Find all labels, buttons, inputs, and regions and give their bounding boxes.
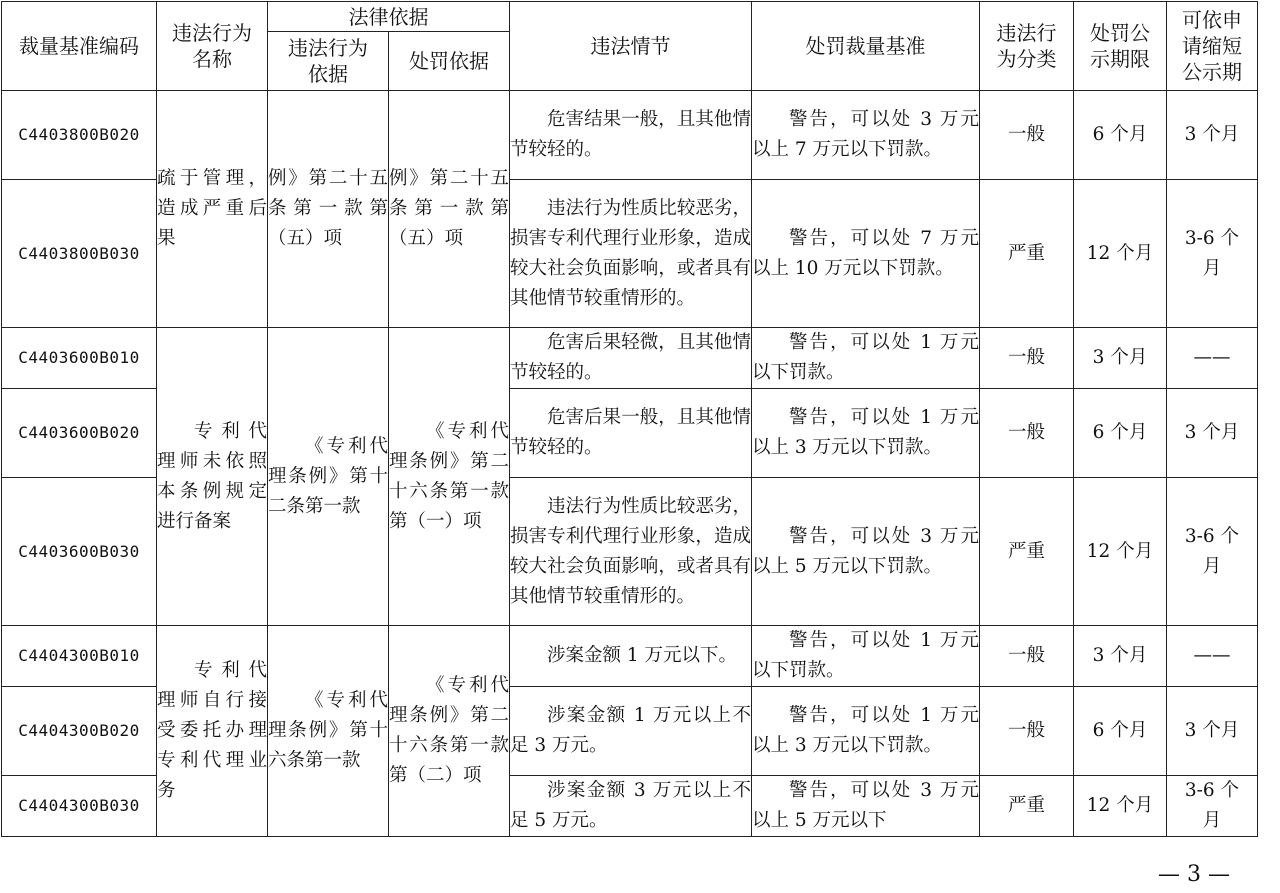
period-cell: 3 个月 bbox=[1074, 626, 1167, 687]
act-basis-cell: 例》第二十五条第一款第（五）项 bbox=[268, 91, 389, 328]
header-code: 裁量基准编码 bbox=[2, 2, 157, 91]
period-cell: 6 个月 bbox=[1074, 687, 1167, 776]
header-act-name: 违法行为名称 bbox=[157, 2, 268, 91]
circumstance-cell: 涉案金额 3 万元以上不足 5 万元。 bbox=[510, 776, 752, 837]
header-penalty-basis: 处罚依据 bbox=[389, 32, 510, 91]
act-name-cell: 专利代理师自行接受委托办理专利代理业务 bbox=[157, 626, 268, 837]
penalty-standard-table bbox=[1, 1, 1258, 837]
page-number: — 3 — bbox=[1158, 862, 1230, 887]
standard-cell: 警告，可以处 3 万元以上 5 万元以下 bbox=[752, 776, 980, 837]
row-code: C4404300B020 bbox=[2, 687, 157, 776]
penalty-basis-cell: 例》第二十五条第一款第（五）项 bbox=[389, 91, 510, 328]
standard-cell: 警告，可以处 1 万元以下罚款。 bbox=[752, 328, 980, 389]
circumstance-cell: 违法行为性质比较恶劣，损害专利代理行业形象，造成较大社会负面影响，或者具有其他情节较重情形的。 bbox=[510, 180, 752, 328]
period-cell: 12 个月 bbox=[1074, 180, 1167, 328]
category-cell: 一般 bbox=[980, 687, 1074, 776]
row-code: C4403800B020 bbox=[2, 91, 157, 180]
standard-cell: 警告，可以处 1 万元以下罚款。 bbox=[752, 626, 980, 687]
period-cell: 6 个月 bbox=[1074, 91, 1167, 180]
category-cell: 一般 bbox=[980, 91, 1074, 180]
category-cell: 一般 bbox=[980, 626, 1074, 687]
standard-cell: 警告，可以处 7 万元以上 10 万元以下罚款。 bbox=[752, 180, 980, 328]
category-cell: 一般 bbox=[980, 389, 1074, 478]
table-row bbox=[2, 328, 1258, 389]
row-code: C4403600B030 bbox=[2, 478, 157, 626]
header-period: 处罚公示期限 bbox=[1074, 2, 1167, 91]
circumstance-cell: 涉案金额 1 万元以下。 bbox=[510, 626, 752, 687]
shorten-cell: 3 个月 bbox=[1167, 687, 1258, 776]
standard-cell: 警告，可以处 1 万元以上 3 万元以下罚款。 bbox=[752, 389, 980, 478]
standard-cell: 警告，可以处 3 万元以上 5 万元以下罚款。 bbox=[752, 478, 980, 626]
circumstance-cell: 涉案金额 1 万元以上不足 3 万元。 bbox=[510, 687, 752, 776]
row-code: C4403600B010 bbox=[2, 328, 157, 389]
shorten-cell: 3 个月 bbox=[1167, 91, 1258, 180]
act-basis-cell: 《专利代理条例》第十二条第一款 bbox=[268, 328, 389, 626]
standard-cell: 警告，可以处 1 万元以上 3 万元以下罚款。 bbox=[752, 687, 980, 776]
penalty-basis-cell: 《专利代理条例》第二十六条第一款第（二）项 bbox=[389, 626, 510, 837]
category-cell: 严重 bbox=[980, 478, 1074, 626]
header-legal-basis: 法律依据 bbox=[268, 2, 510, 32]
act-name-cell: 专利代理师未依照本条例规定进行备案 bbox=[157, 328, 268, 626]
row-code: C4403800B030 bbox=[2, 180, 157, 328]
shorten-cell: 3 个月 bbox=[1167, 389, 1258, 478]
table-row bbox=[2, 626, 1258, 687]
shorten-cell: 3-6 个月 bbox=[1167, 180, 1258, 328]
shorten-cell: 3-6 个月 bbox=[1167, 776, 1258, 837]
circumstance-cell: 危害后果一般，且其他情节较轻的。 bbox=[510, 389, 752, 478]
shorten-cell: —— bbox=[1167, 328, 1258, 389]
header-shorten: 可依申请缩短公示期 bbox=[1167, 2, 1258, 91]
header-act-basis: 违法行为依据 bbox=[268, 32, 389, 91]
row-code: C4403600B020 bbox=[2, 389, 157, 478]
table-row bbox=[2, 91, 1258, 180]
standard-cell: 警告，可以处 3 万元以上 7 万元以下罚款。 bbox=[752, 91, 980, 180]
circumstance-cell: 危害结果一般，且其他情节较轻的。 bbox=[510, 91, 752, 180]
period-cell: 3 个月 bbox=[1074, 328, 1167, 389]
row-code: C4404300B030 bbox=[2, 776, 157, 837]
category-cell: 一般 bbox=[980, 328, 1074, 389]
act-basis-cell: 《专利代理条例》第十六条第一款 bbox=[268, 626, 389, 837]
shorten-cell: 3-6 个月 bbox=[1167, 478, 1258, 626]
header-standard: 处罚裁量基准 bbox=[752, 2, 980, 91]
period-cell: 12 个月 bbox=[1074, 478, 1167, 626]
period-cell: 6 个月 bbox=[1074, 389, 1167, 478]
category-cell: 严重 bbox=[980, 776, 1074, 837]
circumstance-cell: 危害后果轻微，且其他情节较轻的。 bbox=[510, 328, 752, 389]
shorten-cell: —— bbox=[1167, 626, 1258, 687]
row-code: C4404300B010 bbox=[2, 626, 157, 687]
period-cell: 12 个月 bbox=[1074, 776, 1167, 837]
penalty-basis-cell: 《专利代理条例》第二十六条第一款第（一）项 bbox=[389, 328, 510, 626]
header-circumstance: 违法情节 bbox=[510, 2, 752, 91]
act-name-cell: 疏于管理，造成严重后果 bbox=[157, 91, 268, 328]
circumstance-cell: 违法行为性质比较恶劣，损害专利代理行业形象，造成较大社会负面影响，或者具有其他情节较重情形的。 bbox=[510, 478, 752, 626]
header-category: 违法行为分类 bbox=[980, 2, 1074, 91]
category-cell: 严重 bbox=[980, 180, 1074, 328]
